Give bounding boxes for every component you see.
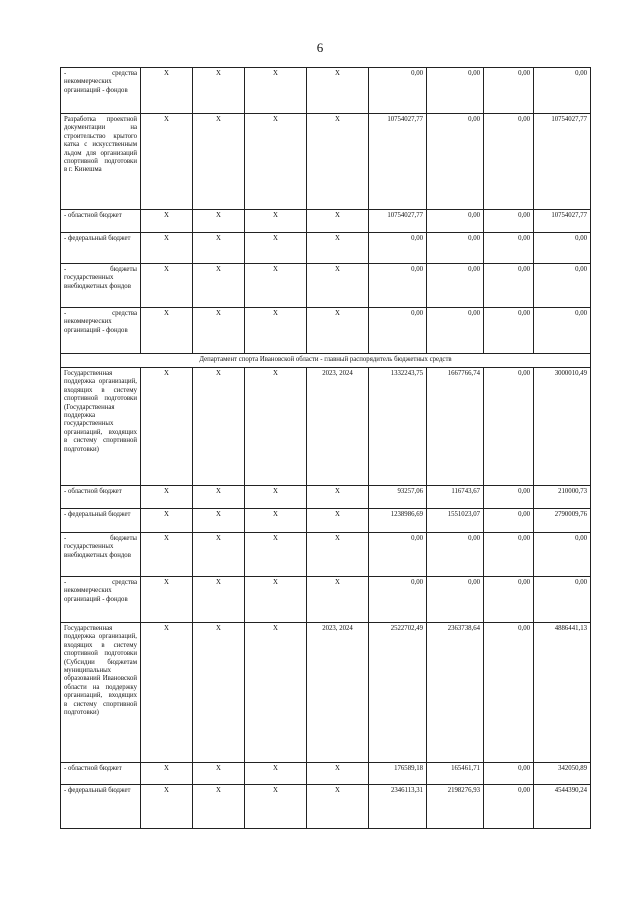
- table-row: [61, 264, 591, 308]
- cell-total: 0,00: [534, 308, 591, 354]
- cell-code-2: X: [193, 533, 245, 577]
- cell-name: - средства некоммерческих организаций - фондов: [61, 68, 141, 114]
- cell-value-2: 165461,71: [427, 763, 484, 785]
- table-row: [61, 114, 591, 210]
- cell-code-3: X: [245, 114, 307, 210]
- cell-code-2: X: [193, 763, 245, 785]
- cell-name: Государственная поддержка организаций, входящих в систему спортивной подготовки (Субсидии бюджетам муниципальных образований Ивановской области на поддержку организаций, входящих в систему спортивной подготовки): [61, 623, 141, 763]
- cell-code-1: X: [141, 486, 193, 509]
- table-section-before: [61, 68, 591, 354]
- cell-value-3: 0,00: [484, 308, 534, 354]
- cell-code-2: X: [193, 114, 245, 210]
- cell-code-1: X: [141, 233, 193, 264]
- cell-code-1: X: [141, 264, 193, 308]
- cell-code-2: X: [193, 210, 245, 233]
- cell-name: - федеральный бюджет: [61, 509, 141, 533]
- cell-code-2: X: [193, 486, 245, 509]
- cell-value-1: 0,00: [369, 68, 427, 114]
- cell-code-3: X: [245, 623, 307, 763]
- cell-years: X: [307, 308, 369, 354]
- cell-value-2: 0,00: [427, 68, 484, 114]
- cell-code-2: X: [193, 264, 245, 308]
- table-row: [61, 509, 591, 533]
- cell-name: - областной бюджет: [61, 210, 141, 233]
- cell-code-3: X: [245, 368, 307, 486]
- table-section-after: [61, 368, 591, 829]
- cell-value-3: 0,00: [484, 68, 534, 114]
- cell-code-3: X: [245, 308, 307, 354]
- cell-value-2: 116743,67: [427, 486, 484, 509]
- cell-years: X: [307, 68, 369, 114]
- cell-name: - областной бюджет: [61, 763, 141, 785]
- cell-code-1: X: [141, 368, 193, 486]
- cell-code-1: X: [141, 68, 193, 114]
- cell-years: 2023, 2024: [307, 623, 369, 763]
- budget-table: [60, 67, 591, 829]
- cell-code-2: X: [193, 577, 245, 623]
- cell-code-3: X: [245, 763, 307, 785]
- cell-code-1: X: [141, 533, 193, 577]
- cell-value-2: 0,00: [427, 533, 484, 577]
- cell-years: X: [307, 785, 369, 829]
- cell-years: X: [307, 233, 369, 264]
- cell-total: 4544390,24: [534, 785, 591, 829]
- cell-code-1: X: [141, 785, 193, 829]
- cell-value-3: 0,00: [484, 623, 534, 763]
- table-row: [61, 533, 591, 577]
- table-row: [61, 486, 591, 509]
- cell-code-1: X: [141, 210, 193, 233]
- cell-value-3: 0,00: [484, 785, 534, 829]
- cell-value-1: 2522702,49: [369, 623, 427, 763]
- table-section-header-group: [61, 354, 591, 368]
- cell-code-3: X: [245, 577, 307, 623]
- cell-total: 342050,89: [534, 763, 591, 785]
- table-row: [61, 233, 591, 264]
- cell-total: 2790009,76: [534, 509, 591, 533]
- cell-value-1: 1332243,75: [369, 368, 427, 486]
- cell-value-3: 0,00: [484, 533, 534, 577]
- cell-code-2: X: [193, 368, 245, 486]
- cell-total: 0,00: [534, 233, 591, 264]
- cell-value-2: 0,00: [427, 114, 484, 210]
- table-row: [61, 577, 591, 623]
- cell-value-1: 0,00: [369, 577, 427, 623]
- cell-total: 0,00: [534, 533, 591, 577]
- cell-years: X: [307, 533, 369, 577]
- cell-code-3: X: [245, 68, 307, 114]
- cell-value-2: 0,00: [427, 210, 484, 233]
- cell-value-1: 0,00: [369, 264, 427, 308]
- cell-value-3: 0,00: [484, 210, 534, 233]
- cell-total: 0,00: [534, 68, 591, 114]
- table-row: [61, 763, 591, 785]
- cell-value-2: 2198276,93: [427, 785, 484, 829]
- cell-code-1: X: [141, 623, 193, 763]
- cell-value-2: 1551023,07: [427, 509, 484, 533]
- cell-total: 4886441,13: [534, 623, 591, 763]
- cell-value-2: 0,00: [427, 264, 484, 308]
- cell-years: X: [307, 114, 369, 210]
- cell-code-2: X: [193, 233, 245, 264]
- cell-value-3: 0,00: [484, 264, 534, 308]
- table-row: [61, 785, 591, 829]
- cell-name: - бюджеты государственных внебюджетных фондов: [61, 264, 141, 308]
- cell-code-1: X: [141, 509, 193, 533]
- cell-total: 0,00: [534, 577, 591, 623]
- cell-value-3: 0,00: [484, 763, 534, 785]
- cell-code-1: X: [141, 763, 193, 785]
- cell-value-1: 1238986,69: [369, 509, 427, 533]
- cell-value-3: 0,00: [484, 577, 534, 623]
- cell-code-3: X: [245, 785, 307, 829]
- cell-total: 10754027,77: [534, 114, 591, 210]
- cell-value-3: 0,00: [484, 114, 534, 210]
- section-header: Департамент спорта Ивановской области - главный распорядитель бюджетных средств: [61, 354, 591, 368]
- cell-name: - областной бюджет: [61, 486, 141, 509]
- table-row: [61, 623, 591, 763]
- cell-value-3: 0,00: [484, 509, 534, 533]
- cell-value-1: 2346113,31: [369, 785, 427, 829]
- cell-value-1: 0,00: [369, 533, 427, 577]
- cell-total: 10754027,77: [534, 210, 591, 233]
- cell-value-1: 0,00: [369, 233, 427, 264]
- cell-code-3: X: [245, 233, 307, 264]
- cell-value-2: 2363738,64: [427, 623, 484, 763]
- table-row: [61, 368, 591, 486]
- cell-code-2: X: [193, 308, 245, 354]
- cell-code-3: X: [245, 264, 307, 308]
- cell-years: X: [307, 264, 369, 308]
- table-row: [61, 68, 591, 114]
- cell-code-3: X: [245, 533, 307, 577]
- cell-name: - бюджеты государственных внебюджетных фондов: [61, 533, 141, 577]
- page-number: 6: [316, 40, 324, 55]
- cell-value-1: 10754027,77: [369, 210, 427, 233]
- cell-years: X: [307, 210, 369, 233]
- cell-code-1: X: [141, 308, 193, 354]
- cell-years: X: [307, 577, 369, 623]
- cell-value-3: 0,00: [484, 368, 534, 486]
- cell-name: Разработка проектной документации на строительство крытого катка с искусственным льдом для организаций спортивной подготовки в г. Кинешма: [61, 114, 141, 210]
- cell-name: - федеральный бюджет: [61, 785, 141, 829]
- cell-value-3: 0,00: [484, 233, 534, 264]
- cell-value-1: 10754027,77: [369, 114, 427, 210]
- cell-code-3: X: [245, 486, 307, 509]
- table-row: [61, 210, 591, 233]
- cell-value-1: 93257,06: [369, 486, 427, 509]
- cell-name: - федеральный бюджет: [61, 233, 141, 264]
- cell-code-3: X: [245, 210, 307, 233]
- cell-years: X: [307, 763, 369, 785]
- cell-total: 210000,73: [534, 486, 591, 509]
- cell-value-2: 0,00: [427, 233, 484, 264]
- cell-code-1: X: [141, 577, 193, 623]
- cell-value-2: 1667766,74: [427, 368, 484, 486]
- section-header-row: [61, 354, 591, 368]
- cell-years: 2023, 2024: [307, 368, 369, 486]
- cell-total: 3000010,49: [534, 368, 591, 486]
- cell-value-2: 0,00: [427, 308, 484, 354]
- cell-value-1: 176589,18: [369, 763, 427, 785]
- cell-value-1: 0,00: [369, 308, 427, 354]
- cell-code-1: X: [141, 114, 193, 210]
- cell-value-3: 0,00: [484, 486, 534, 509]
- cell-code-2: X: [193, 509, 245, 533]
- cell-name: Государственная поддержка организаций, входящих в систему спортивной подготовки (Государственная поддержка государственных организаций, входящих в систему спортивной подготовки): [61, 368, 141, 486]
- cell-years: X: [307, 509, 369, 533]
- cell-value-2: 0,00: [427, 577, 484, 623]
- cell-name: - средства некоммерческих организаций - фондов: [61, 308, 141, 354]
- cell-name: - средства некоммерческих организаций - фондов: [61, 577, 141, 623]
- cell-years: X: [307, 486, 369, 509]
- cell-code-2: X: [193, 623, 245, 763]
- cell-code-3: X: [245, 509, 307, 533]
- cell-code-2: X: [193, 785, 245, 829]
- cell-total: 0,00: [534, 264, 591, 308]
- cell-code-2: X: [193, 68, 245, 114]
- table-row: [61, 308, 591, 354]
